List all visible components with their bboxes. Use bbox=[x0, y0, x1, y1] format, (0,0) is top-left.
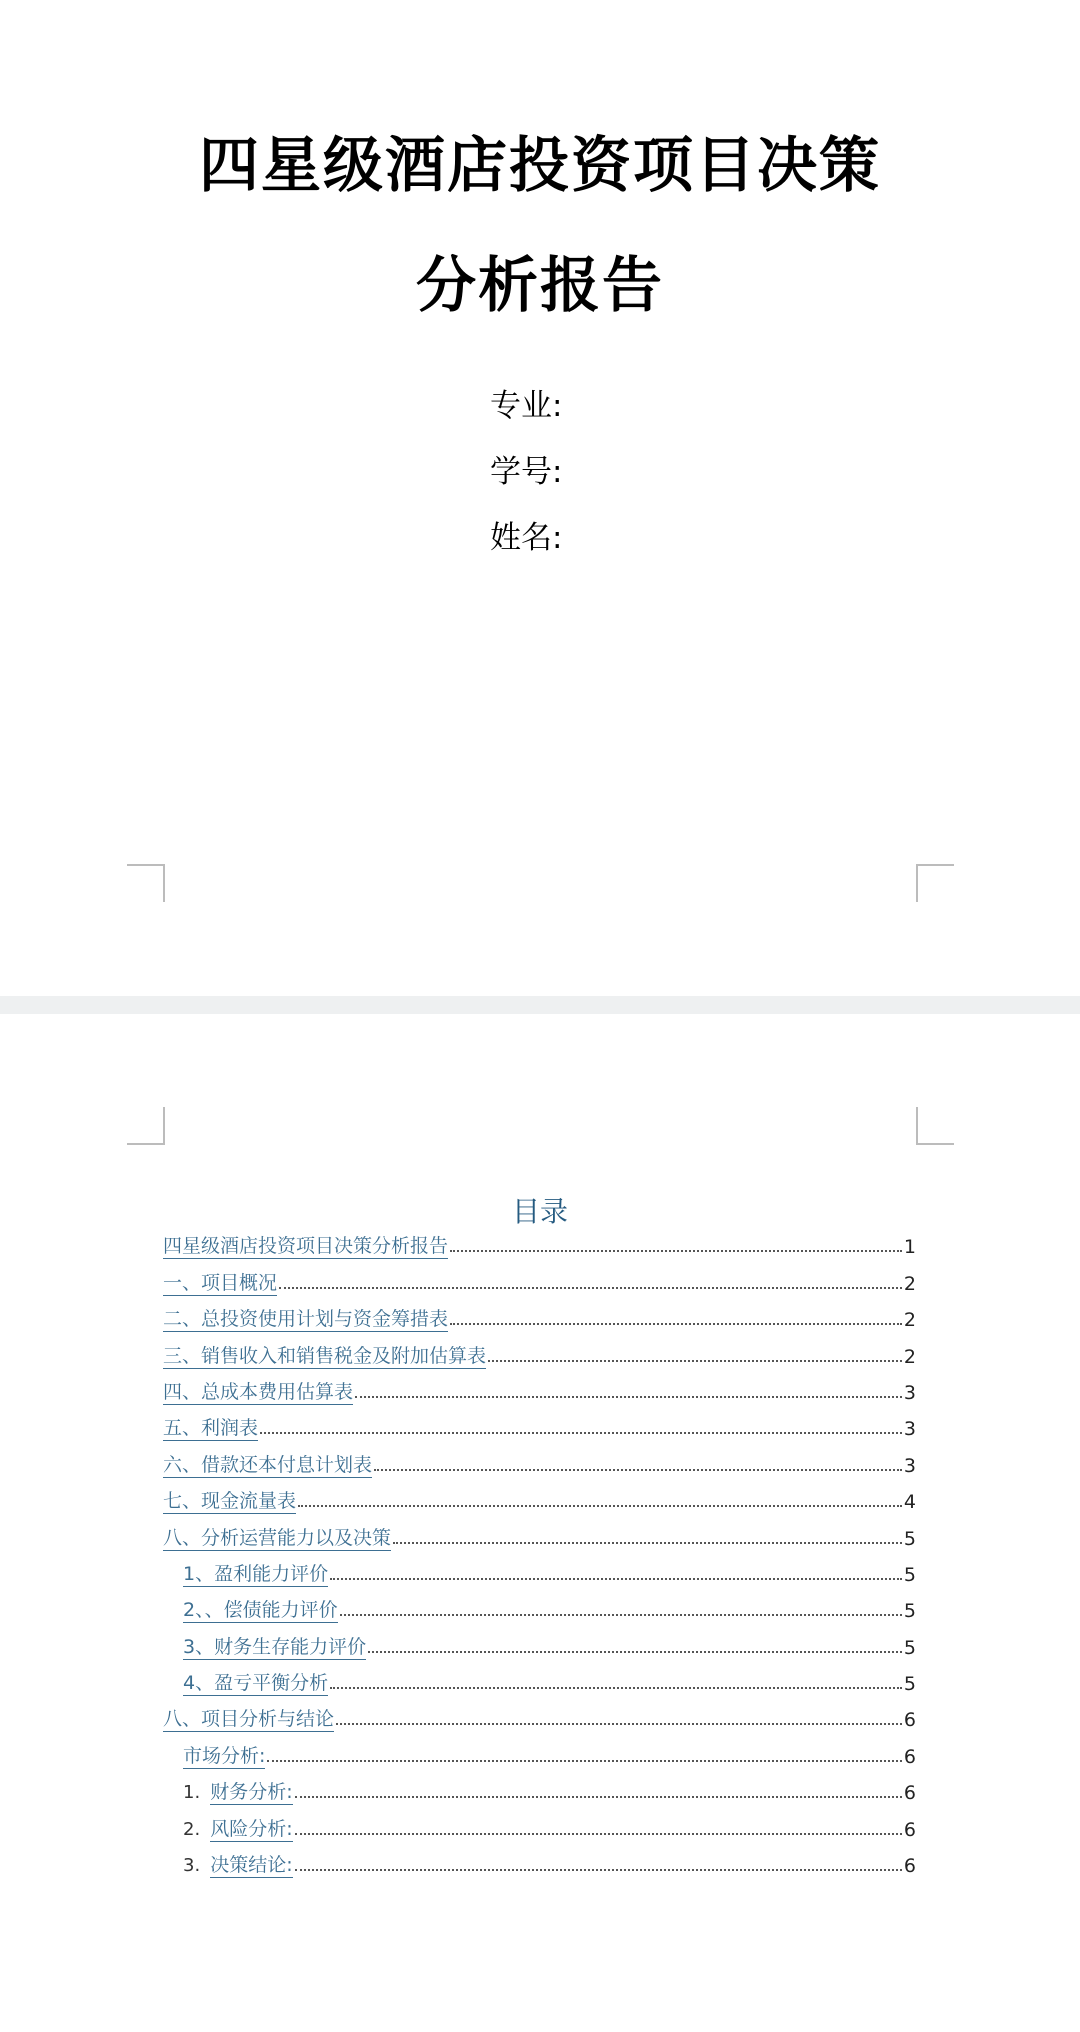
toc-entry[interactable] bbox=[163, 1518, 916, 1554]
toc-entry[interactable] bbox=[163, 1263, 916, 1299]
toc-entry[interactable] bbox=[163, 1409, 916, 1445]
toc-entry[interactable] bbox=[163, 1336, 916, 1372]
toc-entry[interactable] bbox=[163, 1300, 916, 1336]
toc-dot-leader bbox=[340, 1614, 902, 1616]
toc-entry[interactable] bbox=[163, 1846, 916, 1882]
margin-corner-bottom-left bbox=[127, 864, 165, 902]
toc-entry-link[interactable]: 1、盈利能力评价 bbox=[183, 1562, 329, 1585]
toc-dot-leader bbox=[368, 1651, 902, 1653]
toc-dot-leader bbox=[295, 1833, 902, 1835]
toc-dot-leader bbox=[488, 1360, 902, 1362]
toc-dot-leader bbox=[355, 1396, 902, 1398]
toc-page-number: 5 bbox=[903, 1600, 916, 1623]
toc-page-number: 6 bbox=[903, 1709, 916, 1732]
toc-dot-leader bbox=[330, 1687, 902, 1689]
toc-page-number: 5 bbox=[903, 1673, 916, 1696]
toc-heading: 目录 bbox=[511, 1195, 568, 1228]
toc-entry-link[interactable]: 四、总成本费用估算表 bbox=[163, 1380, 354, 1403]
toc-entry-number: 2. bbox=[183, 1818, 201, 1840]
toc-entry-link[interactable]: 六、借款还本付息计划表 bbox=[163, 1453, 373, 1476]
cover-page bbox=[0, 0, 1080, 996]
toc-entry-link[interactable]: 风险分析: bbox=[210, 1817, 293, 1840]
toc-entry-link[interactable]: 三、销售收入和销售税金及附加估算表 bbox=[163, 1344, 487, 1367]
toc-entry[interactable] bbox=[163, 1700, 916, 1736]
toc-entry-link[interactable]: 3、财务生存能力评价 bbox=[183, 1635, 367, 1658]
table-of-contents bbox=[163, 1227, 916, 1882]
toc-dot-leader bbox=[393, 1542, 902, 1544]
toc-entry[interactable] bbox=[163, 1627, 916, 1663]
toc-entry-number: 1. bbox=[183, 1782, 201, 1804]
toc-page-number: 3 bbox=[903, 1381, 916, 1404]
toc-page-number: 5 bbox=[903, 1527, 916, 1550]
margin-corner-top-left bbox=[127, 1107, 165, 1145]
student-id-label: 学号: bbox=[490, 454, 563, 490]
toc-entry[interactable] bbox=[163, 1736, 916, 1772]
toc-page-number: 6 bbox=[903, 1855, 916, 1878]
toc-entry-link[interactable]: 市场分析: bbox=[183, 1744, 266, 1767]
toc-page-number: 5 bbox=[903, 1563, 916, 1586]
toc-entry-link[interactable]: 二、总投资使用计划与资金筹措表 bbox=[163, 1308, 449, 1331]
toc-entry-link[interactable]: 4、盈亏平衡分析 bbox=[183, 1672, 329, 1695]
margin-corner-top-right bbox=[916, 1107, 954, 1145]
toc-entry-link[interactable]: 八、分析运营能力以及决策 bbox=[163, 1526, 392, 1549]
toc-page-number: 6 bbox=[903, 1745, 916, 1768]
toc-entry[interactable] bbox=[163, 1445, 916, 1481]
toc-entry[interactable] bbox=[163, 1227, 916, 1263]
toc-dot-leader bbox=[267, 1760, 902, 1762]
toc-page bbox=[0, 1014, 1080, 2032]
toc-dot-leader bbox=[295, 1869, 902, 1871]
toc-entry[interactable] bbox=[163, 1482, 916, 1518]
toc-page-number: 2 bbox=[903, 1345, 916, 1368]
toc-entry[interactable] bbox=[163, 1555, 916, 1591]
toc-entry[interactable] bbox=[163, 1591, 916, 1627]
toc-entry[interactable] bbox=[163, 1809, 916, 1845]
toc-dot-leader bbox=[279, 1287, 902, 1289]
toc-entry-link[interactable]: 四星级酒店投资项目决策分析报告 bbox=[163, 1235, 449, 1258]
name-label: 姓名: bbox=[490, 520, 563, 556]
toc-page-number: 1 bbox=[903, 1236, 916, 1259]
toc-entry-link[interactable]: 五、利润表 bbox=[163, 1417, 259, 1440]
toc-entry-link[interactable]: 一、项目概况 bbox=[163, 1271, 278, 1294]
toc-entry[interactable] bbox=[163, 1664, 916, 1700]
toc-page-number: 3 bbox=[903, 1418, 916, 1441]
toc-entry[interactable] bbox=[163, 1773, 916, 1809]
toc-entry-link[interactable]: 八、项目分析与结论 bbox=[163, 1708, 335, 1731]
toc-dot-leader bbox=[295, 1796, 902, 1798]
toc-page-number: 2 bbox=[903, 1272, 916, 1295]
major-label: 专业: bbox=[490, 388, 563, 424]
toc-dot-leader bbox=[374, 1469, 902, 1471]
toc-dot-leader bbox=[330, 1578, 902, 1580]
toc-entry-link[interactable]: 七、现金流量表 bbox=[163, 1490, 297, 1513]
toc-page-number: 2 bbox=[903, 1309, 916, 1332]
toc-dot-leader bbox=[450, 1250, 902, 1252]
margin-corner-bottom-right bbox=[916, 864, 954, 902]
toc-page-number: 3 bbox=[903, 1454, 916, 1477]
toc-entry-link[interactable]: 决策结论: bbox=[210, 1854, 293, 1877]
toc-dot-leader bbox=[336, 1723, 902, 1725]
document-title-line2: 分析报告 bbox=[416, 251, 664, 321]
toc-entry-number: 3. bbox=[183, 1855, 201, 1877]
toc-entry-link[interactable]: 2、、偿债能力评价 bbox=[183, 1599, 338, 1622]
toc-dot-leader bbox=[298, 1505, 902, 1507]
toc-dot-leader bbox=[260, 1432, 902, 1434]
toc-page-number: 4 bbox=[903, 1491, 916, 1514]
document-title-line1: 四星级酒店投资项目决策 bbox=[199, 131, 881, 201]
toc-page-number: 5 bbox=[903, 1636, 916, 1659]
toc-dot-leader bbox=[450, 1323, 902, 1325]
toc-page-number: 6 bbox=[903, 1818, 916, 1841]
toc-page-number: 6 bbox=[903, 1782, 916, 1805]
toc-entry-link[interactable]: 财务分析: bbox=[210, 1781, 293, 1804]
toc-entry[interactable] bbox=[163, 1373, 916, 1409]
page-separator bbox=[0, 996, 1080, 1014]
